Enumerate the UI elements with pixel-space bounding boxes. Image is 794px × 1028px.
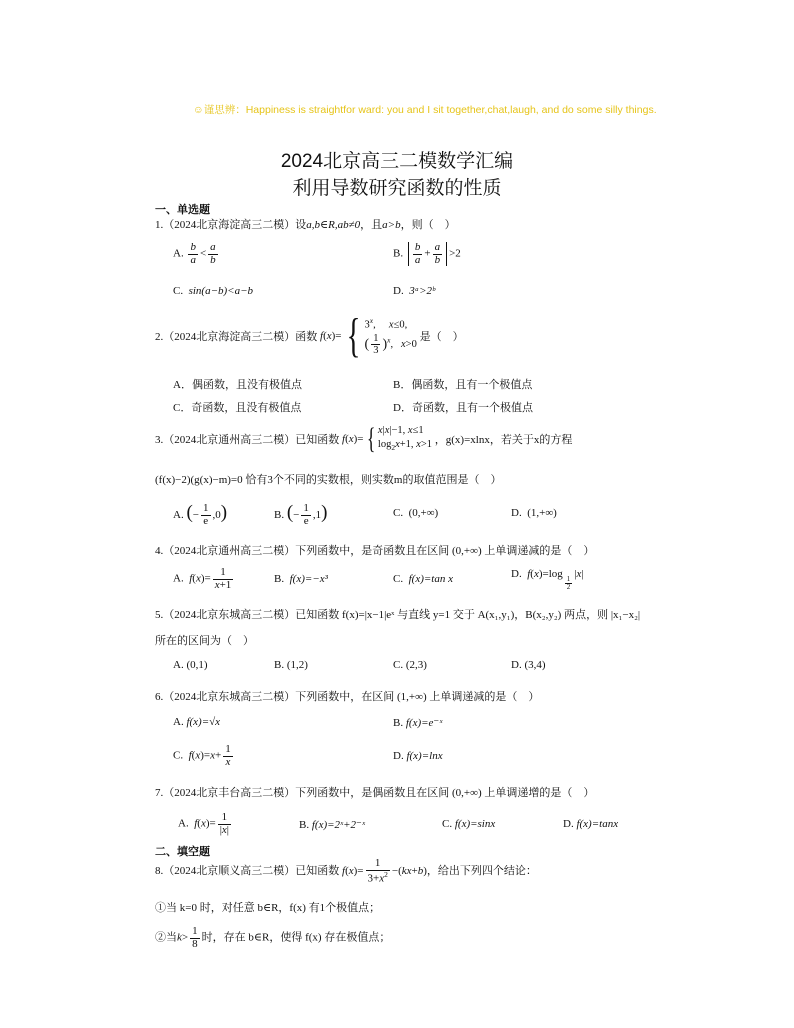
q5-option-a-label: A. [173,659,184,671]
q7-option-c[interactable] [442,818,495,830]
q5-option-d[interactable] [511,659,546,671]
q6-option-b-label: B. [393,717,404,729]
q2-source: 2.（2024北京海淀高三二模）函数 [155,331,318,343]
section-heading-single-choice: 一、单选题 [155,204,210,216]
q5-option-a[interactable] [173,659,208,671]
q6-option-b-expr: f(x)=e⁻ˣ [405,717,443,729]
q8-c2-pre: ②当 [155,931,177,944]
q6-option-a-expr: f(x)=√x [186,716,221,728]
q4-option-d[interactable]: D. f(x)=log $_{\frac{1}{2}}$ |x| [511,568,584,591]
q1-option-a[interactable]: A. $\frac{b}{a}$ < $\frac{a}{b}$ [173,241,216,266]
document-subtitle: 利用导数研究函数的性质 [292,178,502,199]
q5-option-c[interactable] [393,659,427,671]
q7-option-d[interactable] [563,818,618,830]
q5-option-b[interactable] [274,659,308,671]
q7-option-c-label: C. [442,818,453,830]
q3-option-c-expr: (0,+∞) [408,507,439,519]
q4-option-a[interactable]: A. f(x)= $\frac{1}{x+1}$ [173,566,232,591]
q6-option-c[interactable]: C. f(x)=x+ $\frac{1}{x}$ [173,743,231,768]
q2-option-c[interactable]: C．奇函数，且没有极值点 [173,402,302,414]
q3-mid: ，g(x)=xlnx，若关于x的方程 [434,434,573,446]
q1-condition: a,b∈R,ab≠0 [306,219,361,231]
q5-option-c-expr: (2,3) [405,659,427,671]
q3-option-b[interactable]: B. (− $\frac{1}{e}$ ,1) [274,502,328,527]
q5-stem-line-2: 所在的区间为（ ） [155,635,254,647]
q4-option-c-label: C. [393,573,404,585]
q6-option-a[interactable] [173,716,220,728]
q5-option-c-label: C. [393,659,404,671]
q4-option-b[interactable] [274,573,328,585]
q7-option-c-expr: f(x)=sinx [454,818,496,830]
q7-option-b-label: B. [299,819,310,831]
question-7-stem: 7.（2024北京丰台高三二模）下列函数中，是偶函数且在区间 (0,+∞) 上单调递增的是（ ） [155,787,595,799]
q2-option-d[interactable]: D．奇函数，且有一个极值点 [393,402,533,414]
q4-option-a-label: A. [173,572,184,585]
q1-option-d-expr: 3ᵃ>2ᵇ [409,285,435,297]
section-heading-fill-in: 二、填空题 [155,846,210,858]
watermark-text: ☺谨思辨：Happiness is straightfor ward: you and I sit together,chat,laugh, and do some silly things. [193,104,657,116]
question-8-stem: 8.（2024北京顺义高三二模）已知函数 f(x)= $\frac{1}{3+x^2}$ −(kx+b)，给出下列四个结论： [155,857,537,885]
q8-conclusion-2: ②当k> $\frac{1}{8}$ 时，存在 b∈R，使得 f(x) 存在极值点； [155,925,391,950]
q3-option-a-label: A. [173,509,184,521]
q7-option-a[interactable]: A. f(x)= $\frac{1}{|x|}$ [178,811,229,836]
q5-option-d-expr: (3,4) [524,659,546,671]
q3-option-b-label: B. [274,509,285,521]
q1-source: 1.（2024北京海淀高三二模）设 [155,219,307,231]
q4-option-b-label: B. [274,573,285,585]
question-2-stem: 2.（2024北京海淀高三二模）函数 f(x)={ 3$^x$, x≤0, ( $\frac{1}{3}$ )$^x$, x>0 是（ ） [155,309,464,362]
q3-stem-line-2: (f(x)−2)(g(x)−m)=0 恰有3个不同的实数根，则实数m的取值范围是（ ） [155,474,502,486]
question-4-stem: 4.（2024北京通州高三二模）下列函数中，是奇函数且在区间 (0,+∞) 上单调递减的是（ ） [155,545,595,557]
q3-source: 3.（2024北京通州高三二模）已知函数 [155,434,340,446]
q1-option-a-label: A. [173,247,184,260]
q1-condition-2: a>b [382,219,401,231]
q1-option-c-expr: sin(a−b)<a−b [188,285,254,297]
q6-option-d-expr: f(x)=lnx [406,750,443,762]
q1-option-c[interactable] [173,285,253,297]
q8-conclusion-1: ①当 k=0 时，对任意 b∈R，f(x) 有1个极值点； [155,902,381,914]
q2-option-a[interactable]: A．偶函数，且没有极值点 [173,379,302,391]
q1-mid: ，且 [360,219,383,231]
q5-option-b-label: B. [274,659,285,671]
q2-end: 是（ ） [419,331,464,343]
question-5-stem: 5.（2024北京东城高三二模）已知函数 f(x)=|x−1|eˣ 与直线 y=1 交于 A(x₁,y₁)，B(x₂,y₂) 两点，则 |x₁−x₂| [155,609,641,621]
q3-option-c-label: C. [393,507,404,519]
q1-option-c-label: C. [173,285,184,297]
q6-option-c-label: C. [173,749,184,762]
q4-option-c[interactable] [393,573,453,585]
q7-option-d-expr: f(x)=tanx [576,818,619,830]
q5-option-a-expr: (0,1) [186,659,208,671]
q8-source: 8.（2024北京顺义高三二模）已知函数 [155,864,340,877]
question-1-stem [155,216,456,232]
q7-option-a-label: A. [178,817,189,830]
q7-option-b[interactable] [299,818,365,831]
q6-option-d[interactable] [393,750,443,762]
q4-option-b-expr: f(x)=−x³ [289,573,328,585]
q1-end: ，则（ ） [400,219,456,231]
q3-option-d-expr: (1,+∞) [527,507,557,519]
q5-option-b-expr: (1,2) [286,659,308,671]
q6-option-a-label: A. [173,716,184,728]
question-6-stem: 6.（2024北京东城高三二模）下列函数中，在区间 (1,+∞) 上单调递减的是（ ） [155,691,540,703]
q4-option-c-expr: f(x)=tan x [408,573,453,585]
q3-option-c[interactable] [393,507,438,519]
q7-option-d-label: D. [563,818,574,830]
q7-option-b-expr: f(x)=2ˣ+2⁻ˣ [311,819,365,831]
q4-option-d-label: D. [511,568,522,580]
q3-option-a[interactable]: A. (− $\frac{1}{e}$ ,0) [173,502,228,527]
q6-option-b[interactable] [393,716,442,729]
q3-option-d-label: D. [511,507,522,519]
q1-option-b[interactable]: B. $\frac{b}{a}$ + $\frac{a}{b}$ >2 [393,241,461,266]
q2-option-b[interactable]: B．偶函数，且有一个极值点 [393,379,533,391]
q8-c2-post: 时，存在 b∈R，使得 f(x) 存在极值点； [201,931,391,944]
q1-option-d[interactable] [393,285,435,297]
q1-option-d-label: D. [393,285,404,297]
document-title: 2024北京高三二模数学汇编 [280,151,514,172]
q5-option-d-label: D. [511,659,522,671]
q8-end: ，给出下列四个结论： [426,864,537,877]
q1-option-b-label: B. [393,247,404,260]
q6-option-d-label: D. [393,750,404,762]
question-3-stem: 3.（2024北京通州高三二模）已知函数 f(x)={ x|x|−1, x≤1 $\log_2x+1$, x>1 ，g(x)=xlnx，若关于x的方程 [155,422,573,455]
q3-option-d[interactable] [511,507,557,519]
